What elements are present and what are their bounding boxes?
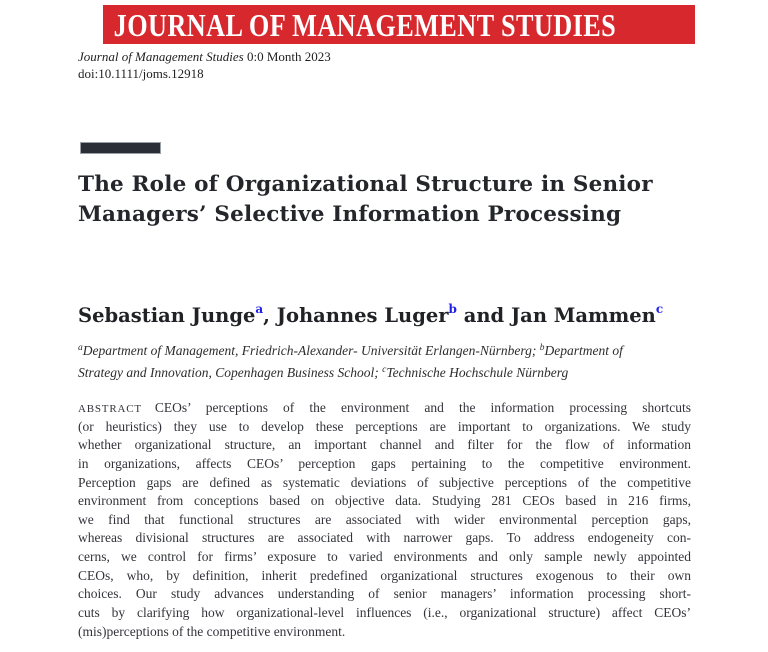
journal-name: Journal of Management Studies xyxy=(78,49,244,64)
abstract-line xyxy=(78,399,691,418)
title-marker-bar xyxy=(80,142,161,154)
author-footnote-marker: a xyxy=(255,302,264,316)
abstract-line: in organizations, affects CEOs’ perception gaps pertaining to the competitive environment. xyxy=(78,455,691,471)
abstract-line: we find that functional structures are associated with wider environmental perception gaps, xyxy=(78,511,691,527)
affiliations-block xyxy=(78,340,623,383)
abstract-line: choices. Our study advances understanding of senior managers’ information processing short- xyxy=(78,586,691,602)
affiliation-text: Department of xyxy=(544,343,623,358)
abstract-section xyxy=(78,399,691,641)
author-footnote-marker: c xyxy=(655,302,664,316)
affiliation-marker: c xyxy=(382,364,387,375)
abstract-text: CEOs’ perceptions of the environment and the information processing shortcuts xyxy=(154,400,691,415)
affiliation-marker: b xyxy=(539,343,545,353)
author-separator: , xyxy=(263,304,277,327)
article-title-line1: The Role of Organizational Structure in Senior xyxy=(78,172,653,197)
affiliation-line xyxy=(78,362,623,384)
issue-info: 0:0 Month 2023 xyxy=(243,49,331,64)
affiliation-text: Strategy and Innovation, Copenhagen Business School; xyxy=(78,364,383,380)
author-separator: and xyxy=(456,304,511,327)
article-title xyxy=(78,170,653,229)
abstract-line: cerns, we control for firms’ exposure to varied environments and only sample newly appointed xyxy=(78,549,691,565)
abstract-line: (or heuristics) they use to develop these perceptions are important to organizations. We study xyxy=(78,418,691,434)
doi-line: doi:10.1111/joms.12918 xyxy=(78,65,204,81)
abstract-line: CEOs, who, by definition, inherit predefined organizational structures exogenous to their own xyxy=(78,567,691,583)
author-list xyxy=(78,304,663,327)
abstract-line: cuts by clarifying how organizational-level influences (i.e., organizational structure) affect CEOs’ xyxy=(78,605,691,621)
author-name: Johannes Luger xyxy=(276,304,449,327)
article-title-line2: Managers’ Selective Information Processing xyxy=(78,201,622,227)
citation-line xyxy=(78,49,331,66)
abstract-line: Perception gaps are defined as systematic deviations of subjective perceptions of the competitive xyxy=(78,474,691,490)
author-footnote-marker: b xyxy=(448,302,457,316)
journal-banner xyxy=(103,5,695,44)
author-name: Jan Mammen xyxy=(510,304,656,327)
affiliation-marker: a xyxy=(78,343,83,353)
author-name: Sebastian Junge xyxy=(78,304,256,327)
affiliation-text: Department of Management, Friedrich-Alexander- Universität Erlangen-Nürnberg; xyxy=(82,343,540,358)
abstract-line: (mis)perceptions of the competitive environment. xyxy=(78,623,346,639)
affiliation-line xyxy=(78,340,623,362)
affiliation-text: Technische Hochschule Nürnberg xyxy=(386,364,569,380)
citation-block xyxy=(78,49,331,82)
abstract-line: environment from conceptions based on objective data. Studying 281 CEOs based in 216 firms, xyxy=(78,493,691,509)
abstract-line: whereas divisional structures are associated with narrower gaps. To address endogeneity con- xyxy=(78,530,691,546)
abstract-label: ABSTRACT xyxy=(78,403,142,415)
abstract-line: whether organizational structure, an important channel and filter for the flow of information xyxy=(78,437,691,453)
journal-banner-title: JOURNAL OF MANAGEMENT STUDIES xyxy=(113,6,617,43)
